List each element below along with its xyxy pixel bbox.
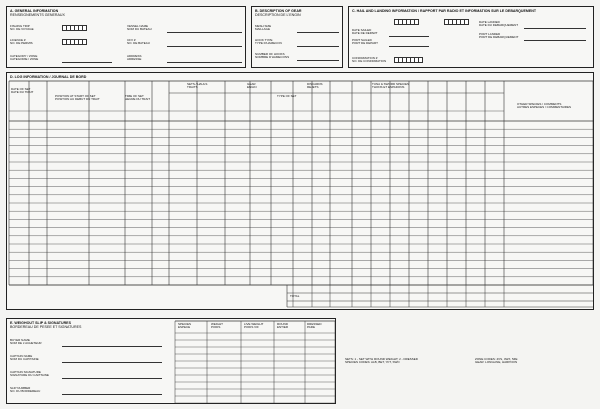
vessel-name-label: VESSEL NAME NOM DU BATEAU: [127, 24, 152, 32]
hook-type-label: HOOK TYPE TYPE D'HAMECON: [255, 38, 282, 46]
section-b-subtitle: DESCRIPTION DE L'ENGIN: [255, 13, 301, 17]
trip-label: FISHING TRIP NO. DE VOYAGE: [10, 24, 34, 32]
section-e-title: E. WEIGHOUT SLIP & SIGNATURES: [10, 321, 71, 325]
date-sailed-field[interactable]: [389, 36, 429, 37]
section-a-title: A. GENERAL INFORMATION: [10, 9, 59, 13]
section-general-info: [6, 6, 246, 68]
cfv-label: CFV # NO. DE BATEAU: [127, 38, 150, 46]
section-weighout: [6, 318, 336, 404]
legend-right: ZONE CODES: 4VS, 4WX, 5ZE GEAR: LONGLINE, HARPOON: [475, 357, 518, 365]
section-log-info: [6, 72, 594, 310]
confirmation-label: CONFIRMATION # NO. DE CONFIRMATION: [352, 56, 387, 64]
header-position: POSITION AT START OF SET POSITION AU DEBUT DU TRAIT: [55, 94, 100, 102]
confirmation-cells[interactable]: [394, 57, 422, 63]
port-sailed-label: PORT SAILED PORT DE DEPART: [352, 38, 378, 46]
weigh-col-dressed: DRESSED PARE: [307, 322, 322, 330]
address-field[interactable]: [167, 62, 242, 63]
date-sailed-cells[interactable]: [394, 19, 418, 25]
trip-number-cells[interactable]: [62, 25, 86, 31]
captain-name-label: CAPTAIN NAME NOM DU CAPITAINE: [10, 354, 39, 362]
header-other: OTHER SPECIES / COMMENTS AUTRES ESPECES / COMMENTAIRES: [517, 102, 571, 110]
port-sailed-field[interactable]: [389, 46, 429, 47]
category-field[interactable]: [62, 62, 112, 63]
cfv-field[interactable]: [167, 46, 242, 47]
header-date: DATE OF SET DATE DU TRAIT: [11, 87, 34, 95]
section-b-title: B. DESCRIPTION OF GEAR: [255, 9, 302, 13]
mesh-field[interactable]: [297, 32, 339, 33]
weighout-grid[interactable]: [7, 319, 337, 405]
section-d-title: D. LOG INFORMATION / JOURNAL DE BORD: [10, 75, 87, 79]
section-c-title: C. HAIL AND LANDING INFORMATION / RAPPORT PAR RADIO ET INFORMATION SUR LE DEBARQUEMENT: [352, 9, 537, 13]
date-landed-label: DATE LANDED DATE DU DEBARQUEMENT: [479, 20, 519, 28]
hook-type-field[interactable]: [297, 46, 339, 47]
vessel-name-field[interactable]: [167, 32, 242, 33]
legend-left: SETS: 1 - SET WITH ROUND WEIGHT; 2 - DRESSED SPECIES CODES: ALB, BET, YFT, SWO: [345, 357, 418, 365]
header-type: TYPE OF SET: [277, 94, 297, 98]
captain-sig-label: CAPTAIN SIGNATURE SIGNATURE DU CAPITAINE: [10, 370, 49, 378]
slip-label: SLIP NUMBER NO. DU BORDEREAU: [10, 386, 41, 394]
weigh-col-species: SPECIES ESPECE: [178, 322, 192, 330]
hooks-label: NUMBER OF HOOKS NOMBRE D'HAMECONS: [255, 52, 290, 60]
header-discards: DISCARDS REJETS: [307, 82, 323, 90]
section-e-subtitle: BORDEREAU DE PESEE ET SIGNATURES: [10, 325, 82, 329]
header-tuna: TUNA & SWORD SPECIES THONS ET ESPADONS: [372, 82, 410, 90]
port-landed-label: PORT LANDED PORT DE DEBARQUEMENT: [479, 32, 519, 40]
licence-label: LICENCE # NO. DE PERMIS: [10, 38, 33, 46]
licence-cells[interactable]: [62, 39, 86, 45]
section-gear: [251, 6, 343, 68]
category-label: CATEGORY / ZONE CATEGORIE / ZONE: [10, 54, 39, 62]
header-sets: SETS / HAULS TRAITS: [187, 82, 208, 90]
address-label: ADDRESS ADRESSE: [127, 54, 142, 62]
weigh-col-round: ROUND ENTIER: [277, 322, 289, 330]
header-gear: GEAR ENGIN: [247, 82, 257, 90]
section-hail-landing: [348, 6, 594, 68]
total-label: TOTAL: [290, 294, 300, 298]
port-landed-field[interactable]: [524, 40, 586, 41]
header-time: TIME OF SET HEURE DU TRAIT: [125, 94, 151, 102]
section-a-subtitle: RENSEIGNEMENTS GENERAUX: [10, 13, 65, 17]
date-landed-field[interactable]: [524, 28, 586, 29]
date-sailed-label: DATE SAILED DATE DE DEPART: [352, 28, 378, 36]
log-grid[interactable]: [7, 73, 595, 311]
buyer-label: BUYER NAME NOM DE L'ACHETEUR: [10, 338, 42, 346]
hooks-field[interactable]: [297, 60, 339, 61]
date-landed-cells[interactable]: [444, 19, 468, 25]
mesh-label: MESH SIZE MAILLAGE: [255, 24, 272, 32]
weigh-col-live: LIVE WEIGHT POIDS VIF: [244, 322, 264, 330]
weigh-col-weight: WEIGHT POIDS: [211, 322, 223, 330]
